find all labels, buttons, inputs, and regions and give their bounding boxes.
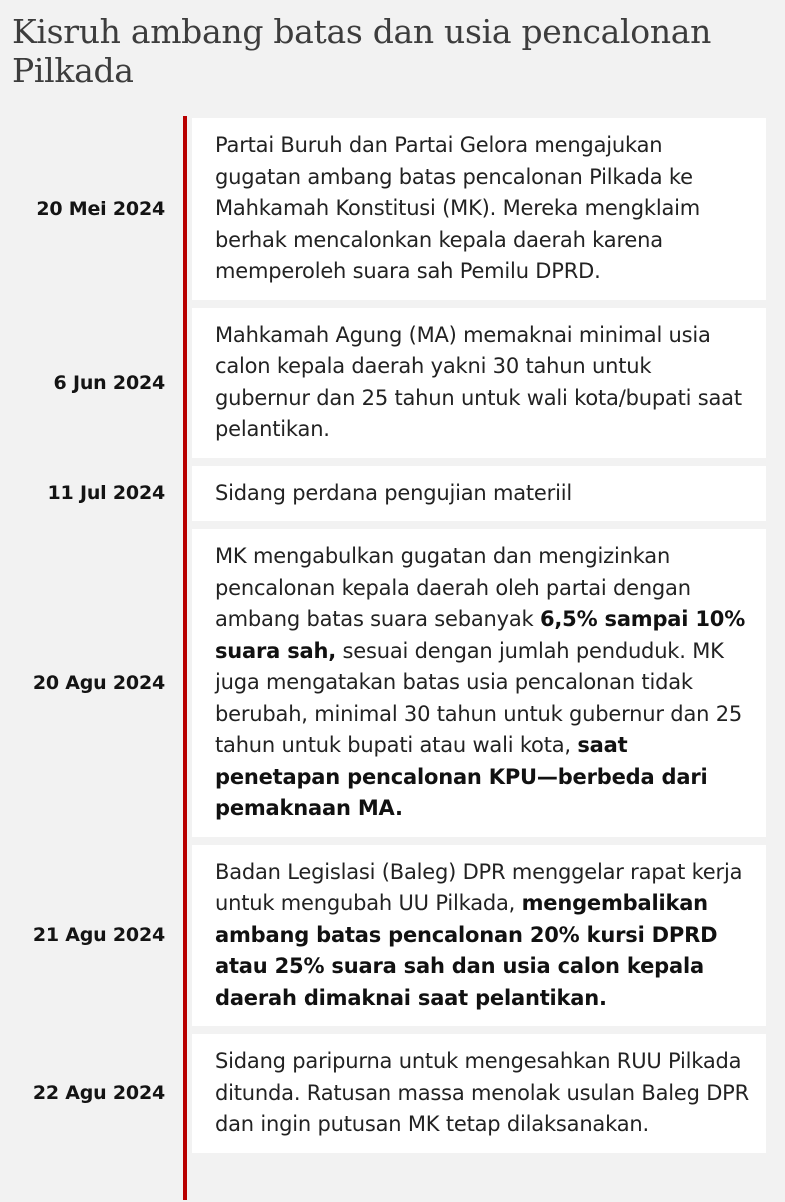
page-title: Kisruh ambang batas dan usia pencalonan Pilkada: [12, 12, 712, 90]
timeline: [0, 118, 785, 1161]
event-date: 6 Jun 2024: [53, 371, 165, 394]
event-description: [192, 529, 766, 837]
event-date: 21 Agu 2024: [32, 924, 165, 947]
timeline-row: [0, 845, 785, 1027]
event-text: Badan Legislasi (Baleg) DPR menggelar rapat kerja untuk mengubah UU Pilkada,: [215, 859, 743, 915]
event-text: Sidang paripurna untuk mengesahkan RUU Pilkada ditunda. Ratusan massa menolak usulan Baleg DPR dan ingin putusan MK tetap dilaksanakan.: [215, 1049, 750, 1136]
event-description: [192, 118, 766, 300]
event-text-bold: mengembalikan ambang batas pencalonan 20% kursi DPRD atau 25% suara sah dan usia calon kepala daerah dimaknai saat pelantikan.: [215, 891, 718, 1010]
event-date: 11 Jul 2024: [47, 482, 165, 505]
timeline-row: [0, 529, 785, 837]
event-text: Partai Buruh dan Partai Gelora mengajukan gugatan ambang batas pencalonan Pilkada ke Mahkamah Konstitusi (MK). Mereka mengklaim berhak mencalonkan kepala daerah karena memperoleh suara sah Pemilu DPRD.: [215, 133, 701, 283]
event-text: MK mengabulkan gugatan dan mengizinkan pencalonan kepala daerah oleh partai dengan ambang batas suara sebanyak: [215, 544, 691, 631]
event-text-bold: 6,5% sampai 10% suara sah,: [215, 607, 746, 663]
event-text-bold: saat penetapan pencalonan KPU—berbeda dari pemaknaan MA.: [215, 733, 708, 820]
event-text: Sidang perdana pengujian materiil: [215, 480, 572, 505]
event-description: [192, 308, 766, 458]
event-text: sesuai dengan jumlah penduduk. MK juga mengatakan batas usia pencalonan tidak berubah, minimal 30 tahun untuk gubernur dan 25 tahun untuk bupati atau wali kota,: [215, 638, 743, 757]
event-date: 20 Mei 2024: [36, 197, 165, 220]
event-description: [192, 845, 766, 1027]
event-description: [192, 1034, 766, 1153]
timeline-row: [0, 1034, 785, 1153]
event-date: 20 Agu 2024: [32, 671, 165, 694]
timeline-row: [0, 118, 785, 300]
event-text: Mahkamah Agung (MA) memaknai minimal usia calon kepala daerah yakni 30 tahun untuk gubernur dan 25 tahun untuk wali kota/bupati saat pelantikan.: [215, 322, 742, 441]
timeline-row: [0, 466, 785, 522]
timeline-row: [0, 308, 785, 458]
event-description: [192, 466, 766, 522]
event-date: 22 Agu 2024: [32, 1082, 165, 1105]
